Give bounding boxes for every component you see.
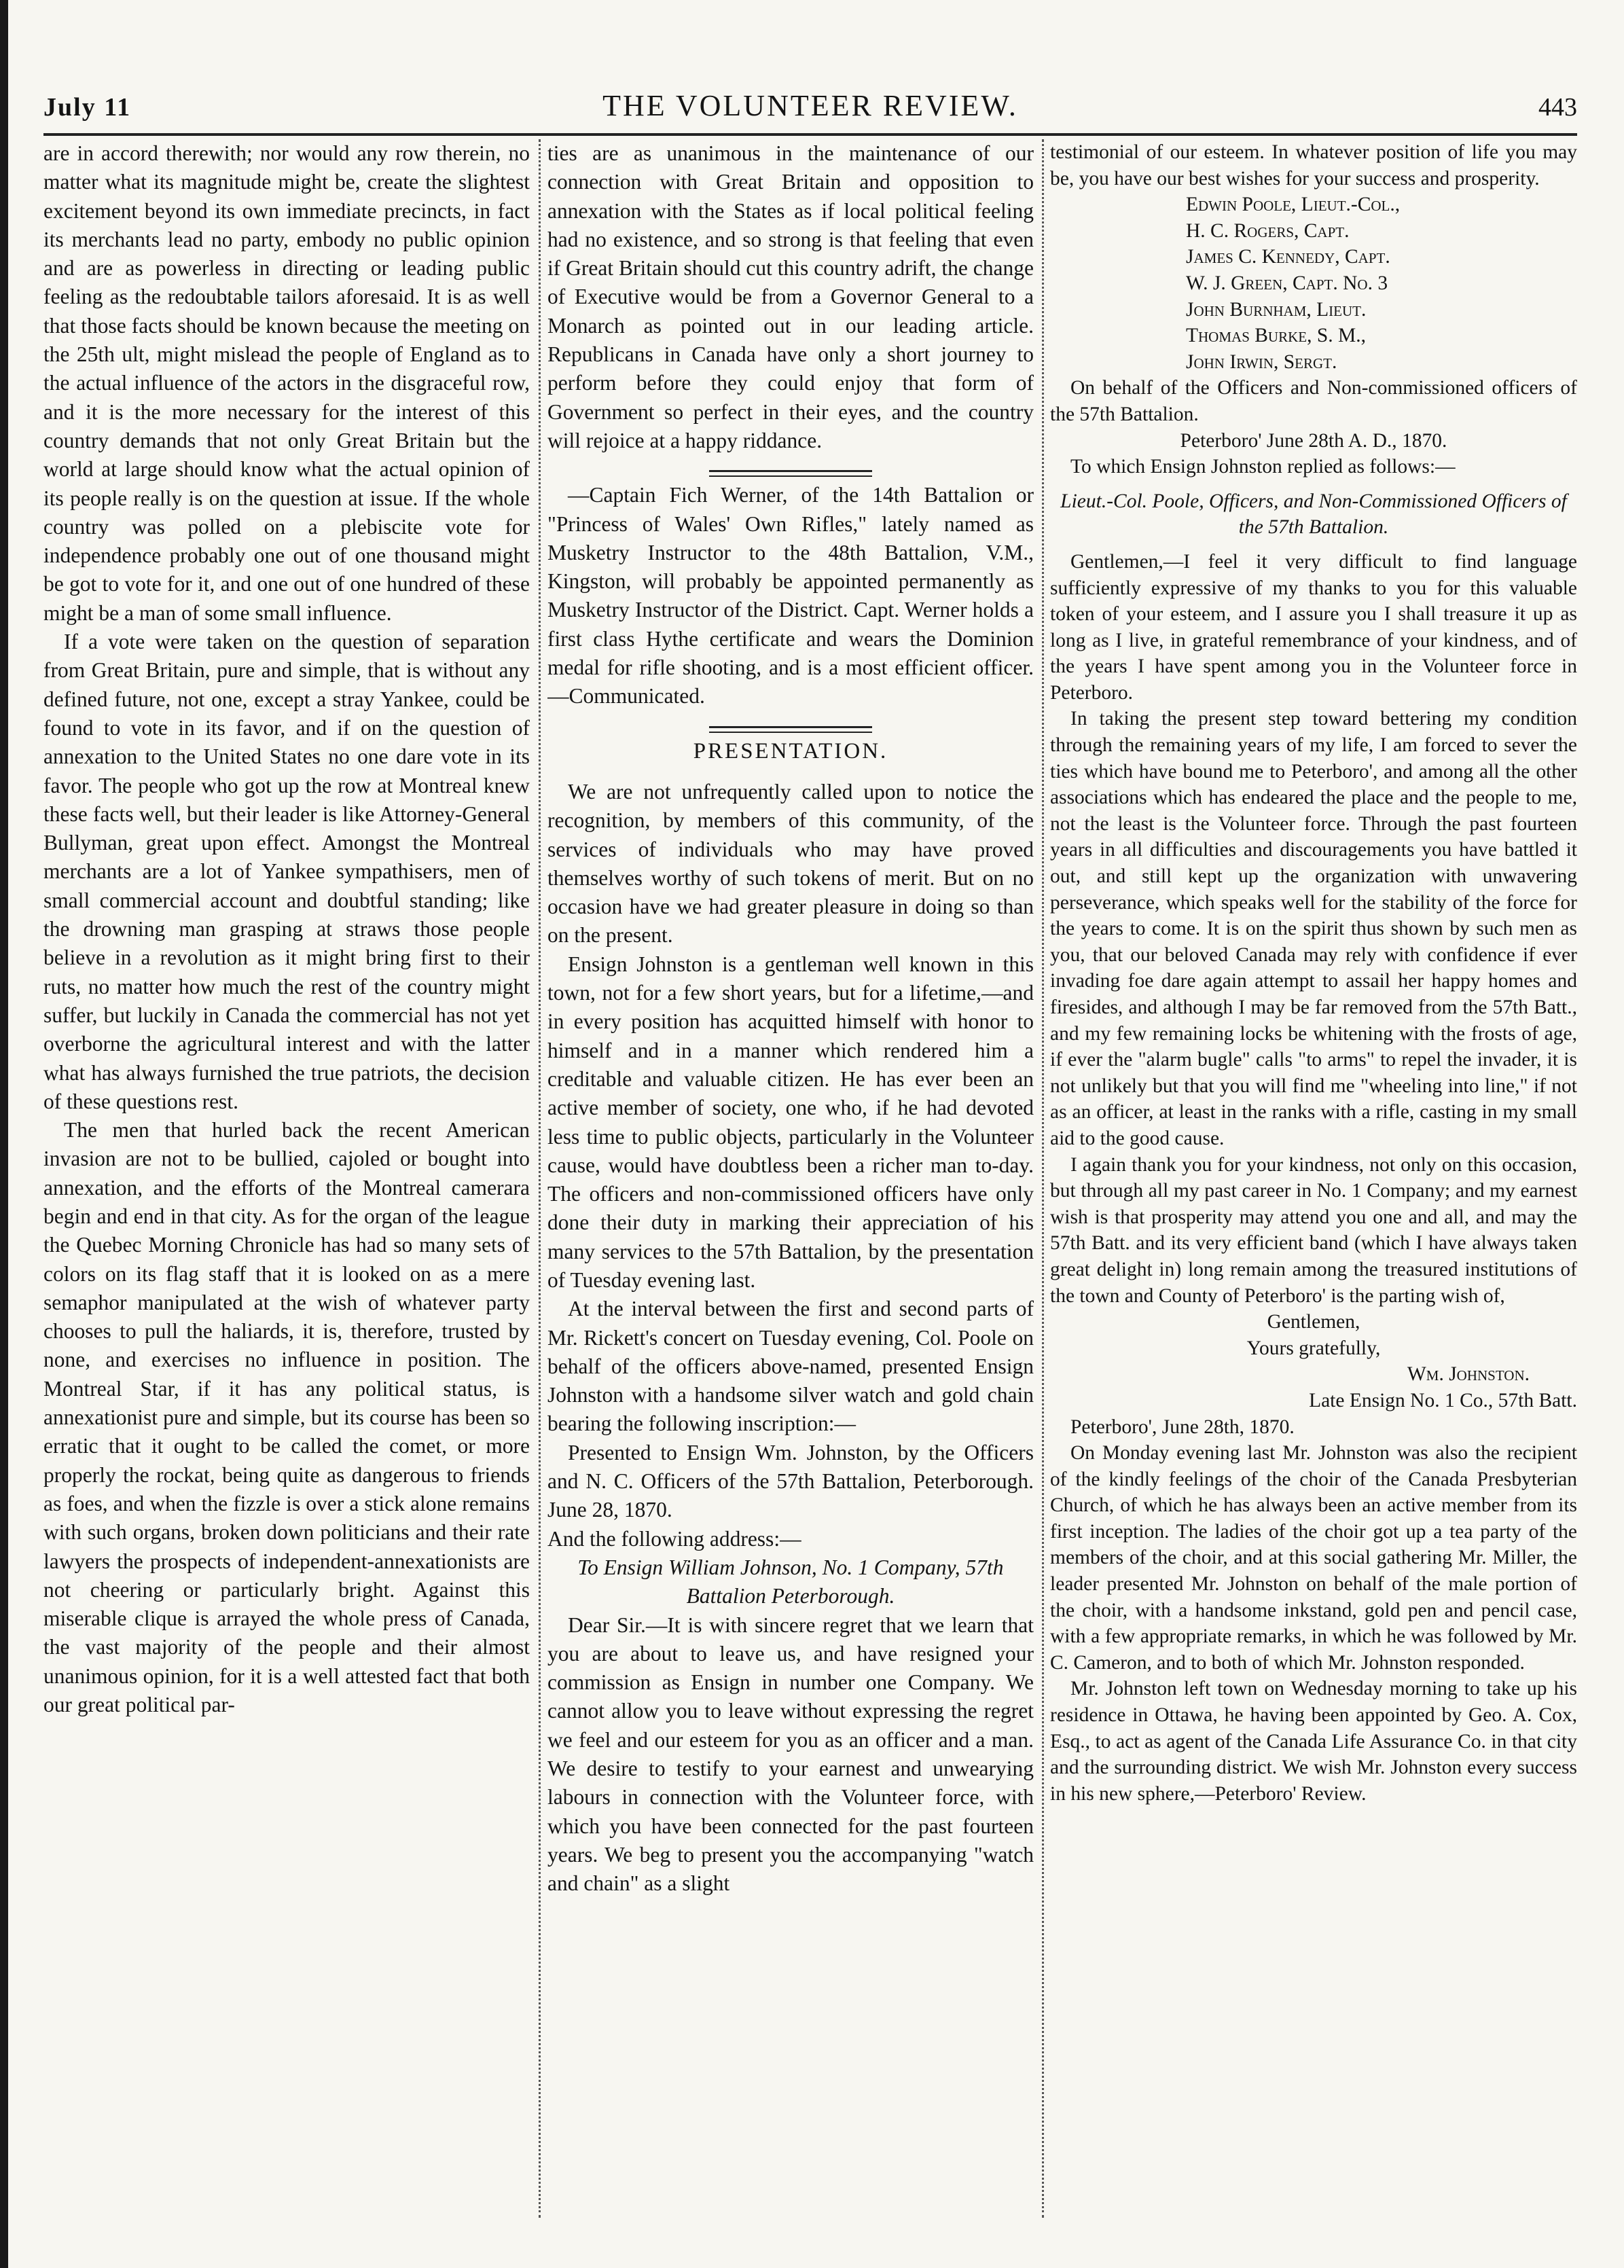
column-divider bbox=[539, 139, 541, 2218]
masthead-title: THE VOLUNTEER REVIEW. bbox=[602, 89, 1018, 122]
paragraph: We are not unfrequently called upon to notice the recognition, by members of this community, of the services of individuals who may have proved themselves worthy of such tokens of merit. But on no occasion have we had greater pleasure in doing so than on the present. bbox=[547, 779, 1034, 948]
reply-salutation: Lieut.-Col. Poole, Officers, and Non-Commissioned Officers of the 57th Battalion. bbox=[1060, 490, 1567, 539]
dateline: Peterboro' June 28th A. D., 1870. bbox=[1180, 429, 1447, 452]
paragraph: Mr. Johnston left town on Wednesday morning to take up his residence in Ottawa, he having been appointed by Geo. A. Cox, Esq., to act as agent of the Canada Life Assurance Co. in that city and the surrounding district. We wish Mr. Johnston every success in his new sphere,—Peterboro' Review. bbox=[1050, 1678, 1577, 1805]
page-number: 443 bbox=[1538, 93, 1577, 122]
signatory: John Irwin, Sergt. bbox=[1186, 350, 1337, 373]
dateline: Peterboro', June 28th, 1870. bbox=[1070, 1416, 1295, 1438]
paragraph: On behalf of the Officers and Non-commissioned officers of the 57th Battalion. bbox=[1050, 377, 1577, 425]
paragraph: And the following address:— bbox=[547, 1526, 801, 1551]
paragraph: are in accord therewith; nor would any row therein, no matter what its magnitude might be, create the slightest excitement beyond its own immediate precincts, in fact its merchants lead no party, embody no public opinion and are as powerless in directing or leading public feeling as the redoubtable tailors aforesaid. It is as well that those facts should be known because the meeting on the 25th ult, might mislead the people of England as to the actual influence of the actors in the disgraceful row, and it is the more necessary for the interest of this country demands that not only Great Britain but the world at large should know what the actual opinion of its people really is on the question at issue. If the whole country was polled on a plebiscite vote for independence probably one out of one thousand might be got to vote for it, and one out of one hundred of these might be a man of some small influence. bbox=[43, 141, 530, 625]
closing: Yours gratefully, bbox=[1246, 1337, 1381, 1359]
reply-body: Gentlemen,—I feel it very difficult to find language sufficiently expressive of my thanks to you for this valuable token of your esteem, and I assure you I shall treasure it up as long as I live, in grateful remembrance of your kindness, and of the years I have spent among you in the Volunteer force in Peterboro. bbox=[1050, 550, 1577, 704]
address-body: Dear Sir.—It is with sincere regret that we learn that you are about to leave us, and have resigned your commission as Ensign in number one Company. We cannot allow you to leave without expressing the regret we feel and our esteem for you as an officer and a man. We desire to testify to your earnest and unwearying labours in connection with the Volunteer force, with which you have been connected for the past fourteen years. We beg to present you the accompanying "watch and chain" as a slight bbox=[547, 1613, 1034, 1896]
closing: Gentlemen, bbox=[1267, 1311, 1360, 1333]
paragraph: ties are as unanimous in the maintenance of our connection with Great Britain and opposition to annexation with the States as if local political feeling had no existence, and so strong is that feeling that even if Great Britain should cut this country adrift, the change of Executive would be from a Governor General to a Monarch as pointed out in our leading article. Republicans in Canada have only a short journey to perform before they could enjoy that form of Government so perfect in their eyes, and the country will rejoice at a happy riddance. bbox=[547, 141, 1034, 452]
page-header bbox=[43, 80, 1577, 134]
signature-name: Wm. Johnston. bbox=[1407, 1363, 1530, 1386]
paragraph: The men that hurled back the recent American invasion are not to be bullied, cajoled or bought into annexation, and the efforts of the Montreal camerara begin and end in that city. As for the organ of the league the Quebec Morning Chronicle has had so many sets of colors on its flag staff that it is looked on as a mere semaphor manipulated at the wish of whatever party chooses to pull the haliards, it is, therefore, trusted by none, and exercises no influence in position. The Montreal Star, if it has any political status, is annexationist pure and simple, but its course has been so erratic that it ought to be called the comet, or more properly the rockat, being quite as dangerous to friends as foes, and when the fizzle is over a stick alone remains with such organs, broken down politicians and their rate lawyers the prospects of independent-annexationists are not cheering or particularly bright. Against this miserable clique is arrayed the whole press of Canada, the vast majority of the people and their almost unanimous opinion, for it is a well attested fact that both our great political par- bbox=[43, 1118, 530, 1717]
page-binding-edge bbox=[0, 0, 8, 2268]
news-item: —Captain Fich Werner, of the 14th Battalion or "Princess of Wales' Own Rifles," lately named as Musketry Instructor to the 48th Battalion, V.M., Kingston, will probably be appointed permanently as Musketry Instructor of the District. Capt. Werner holds a first class Hythe certificate and wears the Dominion medal for rifle shooting, and is a most efficient officer.—Communicated. bbox=[547, 483, 1034, 708]
section-divider bbox=[709, 470, 872, 477]
section-heading: PRESENTATION. bbox=[693, 738, 888, 763]
header-rule bbox=[43, 133, 1577, 136]
column-3 bbox=[1050, 139, 1577, 2238]
inscription: Presented to Ensign Wm. Johnston, by the Officers and N. C. Officers of the 57th Battalion, Peterborough. June 28, 1870. bbox=[547, 1440, 1034, 1522]
address-salutation: To Ensign William Johnson, No. 1 Company, 57th Battalion Peterborough. bbox=[577, 1555, 1004, 1608]
signatory: H. C. Rogers, Capt. bbox=[1186, 219, 1350, 242]
paragraph: At the interval between the first and second parts of Mr. Rickett's concert on Tuesday evening, Col. Poole on behalf of the officers above-named, presented Ensign Johnston with a handsome silver watch and gold chain bearing the following inscription:— bbox=[547, 1297, 1034, 1436]
paragraph: testimonial of our esteem. In whatever position of life you may be, you have our best wishes for your success and prosperity. bbox=[1050, 141, 1577, 190]
signatory: James C. Kennedy, Capt. bbox=[1186, 246, 1390, 268]
header-date: July 11 bbox=[43, 93, 132, 122]
column-divider bbox=[1042, 139, 1044, 2218]
paragraph: If a vote were taken on the question of separation from Great Britain, pure and simple, that is without any defined future, not one, except a stray Yankee, could be found to vote in its favor, and if on the question of annexation to the United States no one dare vote in its favor. The people who got up the row at Montreal knew these facts well, but their leader is like Attorney-General Bullyman, great upon effect. Amongst the Montreal merchants are a lot of Yankee sympathisers, men of small commercial account and doubtful standing; like the drowning man grasping at straws those people believe in a revolution as it might bring first to their ruts, no matter how much the rest of the country might suffer, but luckily in Canada the commercial has not yet overborne the agricultural interest and with the latter what has always furnished the true patriots, the decision of these questions rest. bbox=[43, 630, 530, 1113]
paragraph: Ensign Johnston is a gentleman well known in this town, not for a few short years, but for a lifetime,—and in every position has acquitted himself with honor to himself and in a manner which rendered him a creditable and valuable citizen. He has ever been an active member of society, one who, if he had devoted less time to public objects, particularly in the Volunteer cause, would have doubtless been a richer man to-day. The officers and non-commissioned officers have only done their duty in marking their appreciation of his many services to the 57th Battalion, by the presentation of Tuesday evening last. bbox=[547, 952, 1034, 1292]
signatory: Thomas Burke, S. M., bbox=[1186, 325, 1366, 347]
paragraph: To which Ensign Johnston replied as follows:— bbox=[1070, 456, 1456, 478]
reply-body: I again thank you for your kindness, not only on this occasion, but through all my past career in No. 1 Company; and my earnest wish is that prosperity may attend you one and all, and may the 57th Batt. and its very efficient band (which I have always taken great delight in) long remain among the treasured institutions of the town and County of Peterboro' is the parting wish of, bbox=[1050, 1153, 1577, 1307]
signatory-list bbox=[1050, 192, 1577, 375]
signature-title: Late Ensign No. 1 Co., 57th Batt. bbox=[1309, 1389, 1577, 1411]
signatory: Edwin Poole, Lieut.-Col., bbox=[1186, 194, 1401, 216]
signatory: W. J. Green, Capt. No. 3 bbox=[1186, 272, 1388, 294]
reply-body: In taking the present step toward bettering my condition through the remaining years of my life, I am forced to sever the ties which have bound me to Peterboro', and among all the other associations which has endeared the place and the people to me, not the least is the Volunteer force. Through the past fourteen years in all difficulties and discouragements you have battled it out, and still kept up the organization with unwavering perseverance, which speaks well for the stability of the force for the years to come. It is on the spirit thus shown by such men as you, that our beloved Canada may rely with confidence if ever invading foe dare again attempt to assail her happy homes and firesides, and although I may be far removed from the 57th Batt., and my few remaining locks be whitening with the frosts of age, if ever the "alarm bugle" calls "to arms" to repel the invader, it is not unlikely but that you will find me "wheeling into line," if not as an officer, at least in the ranks with a rifle, casting in my small aid to the good cause. bbox=[1050, 708, 1577, 1149]
signatory: John Burnham, Lieut. bbox=[1186, 298, 1367, 321]
column-1 bbox=[43, 139, 530, 2238]
paragraph: On Monday evening last Mr. Johnston was also the recipient of the kindly feelings of the choir of the Canada Presbyterian Church, of which he has always been an active member from its first inception. The ladies of the choir got up a tea party of the members of the choir, and at this social gathering Mr. Miller, the leader presented Mr. Johnston on behalf of the male portion of the choir, with a handsome inkstand, gold pen and pencil case, with a few appropriate remarks, in which he was followed by Mr. C. Cameron, and to both of which Mr. Johnston responded. bbox=[1050, 1442, 1577, 1674]
section-divider bbox=[709, 726, 872, 733]
column-2 bbox=[547, 139, 1034, 2238]
